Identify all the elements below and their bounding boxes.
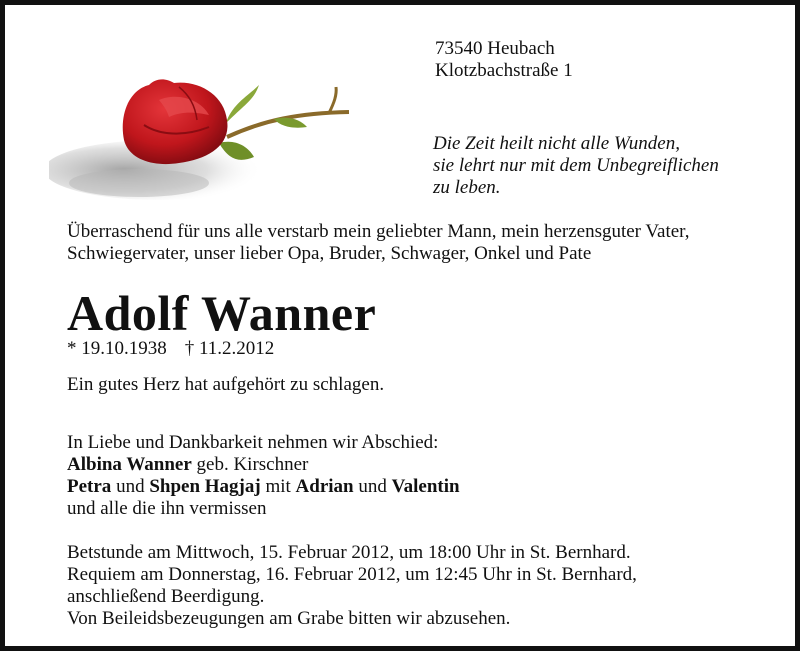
grandchild-name: Valentin — [391, 476, 460, 497]
connector-text: und — [353, 476, 392, 497]
intro-text — [67, 221, 689, 265]
birth-date: * 19.10.1938 — [67, 338, 167, 359]
events-section — [67, 542, 637, 630]
intro-line: Überraschend für uns alle verstarb mein geliebter Mann, mein herzensguter Vater, — [67, 221, 690, 242]
event-line: Requiem am Donnerstag, 16. Februar 2012, um 12:45 Uhr in St. Bernhard, — [67, 564, 637, 585]
intro-line: Schwiegervater, unser lieber Opa, Bruder, Schwager, Onkel und Pate — [67, 243, 592, 264]
motto: Ein gutes Herz hat aufgehört zu schlagen. — [67, 374, 385, 395]
deceased-name: Adolf Wanner — [67, 285, 377, 341]
family-line-children — [67, 476, 460, 498]
grandchild-name: Adrian — [295, 476, 354, 497]
event-line: Von Beileidsbezeugungen am Grabe bitten wir abzusehen. — [67, 608, 511, 629]
address-line: Klotzbachstraße 1 — [435, 60, 573, 81]
quote — [433, 133, 719, 199]
event-line: anschließend Beerdigung. — [67, 586, 265, 607]
connector-text: mit — [260, 476, 296, 497]
family-lead: In Liebe und Dankbarkeit nehmen wir Abschied: — [67, 432, 439, 453]
quote-line: Die Zeit heilt nicht alle Wunden, — [433, 133, 680, 154]
event-line: Betstunde am Mittwoch, 15. Februar 2012, um 18:00 Uhr in St. Bernhard. — [67, 542, 631, 563]
child-name: Petra — [67, 476, 112, 497]
family-section — [67, 432, 460, 520]
wife-name: Albina Wanner — [67, 454, 192, 475]
quote-line: sie lehrt nur mit dem Unbegreiflichen — [433, 155, 719, 176]
family-closing: und alle die ihn vermissen — [67, 498, 267, 519]
child-name: Shpen Hagjaj — [149, 476, 261, 497]
connector-text: und — [111, 476, 150, 497]
wife-note: geb. Kirschner — [191, 454, 309, 475]
death-date: † 11.2.2012 — [184, 338, 275, 359]
quote-line: zu leben. — [433, 177, 501, 198]
rose-icon — [49, 65, 379, 205]
address — [435, 38, 573, 82]
life-dates — [67, 338, 274, 360]
address-line: 73540 Heubach — [435, 38, 555, 59]
family-line-wife — [67, 454, 460, 476]
